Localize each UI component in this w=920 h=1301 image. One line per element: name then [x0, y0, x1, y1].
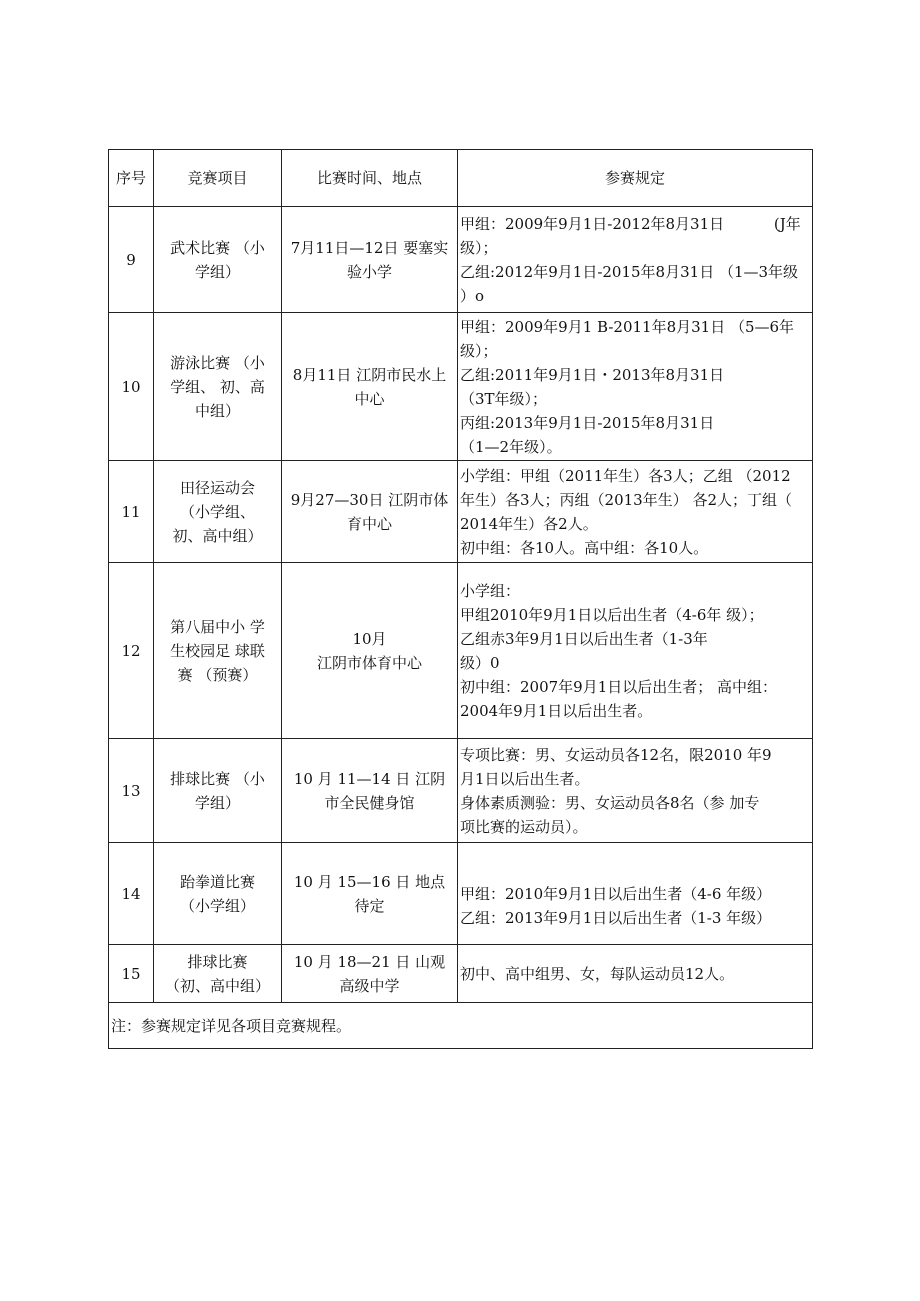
header-serial: 序号: [109, 150, 154, 207]
event-name: [154, 461, 282, 563]
participation-rules-line: ）o: [460, 286, 485, 305]
table-row: [109, 739, 813, 843]
time-place: [282, 739, 458, 843]
time-place: [282, 843, 458, 945]
event-name: [154, 563, 282, 739]
event-name: [154, 739, 282, 843]
time-place-line: 9月27—30日 江阴市体: [290, 490, 449, 509]
time-place-line: 10 月 18—21 日 山观: [293, 952, 446, 971]
participation-rules: [458, 313, 813, 461]
participation-rules-line: 身体素质测验：男、女运动员各8名（参 加专: [460, 793, 760, 812]
header-row: [109, 150, 813, 207]
participation-rules-line: （1—2年级）。: [460, 437, 562, 456]
participation-rules: [458, 207, 813, 313]
table-row: [109, 945, 813, 1003]
event-name-line: （初、高中组）: [164, 976, 270, 995]
serial-number: 10: [109, 313, 154, 461]
participation-rules-line: 初中组：2007年9月1日以后出生者； 高中组：: [460, 677, 778, 696]
participation-rules-line: 初中组：各10人。高中组：各10人。: [460, 538, 709, 557]
participation-rules-line: 丙组:2013年9月1日-2015年8月31日: [460, 413, 715, 432]
time-place-line: 待定: [354, 896, 385, 915]
participation-rules-line: 月1日以后出生者。: [460, 769, 590, 788]
time-place-line: 验小学: [346, 262, 392, 281]
participation-rules-line: 年生）各3人；丙组（2013年生） 各2人；丁组（: [460, 490, 793, 509]
time-place-line: 10 月 11—14 日 江阴: [293, 769, 446, 788]
participation-rules: [458, 563, 813, 739]
participation-rules-line: 级）；: [460, 238, 498, 257]
participation-rules: [458, 843, 813, 945]
table-row: [109, 207, 813, 313]
note-row: [109, 1003, 813, 1049]
participation-rules-line: 甲组：2009年9月1日-2012年8月31日 (J年: [460, 214, 801, 233]
event-name: [154, 843, 282, 945]
event-name-line: 田径运动会: [179, 478, 255, 497]
time-place: [282, 563, 458, 739]
serial-number: 15: [109, 945, 154, 1003]
participation-rules: [458, 461, 813, 563]
event-name-line: 学组）: [194, 793, 240, 812]
event-name-line: 学组、 初、高: [170, 377, 265, 396]
participation-rules-line: 项比赛的运动员）。: [460, 817, 588, 836]
time-place-line: 育中心: [346, 514, 392, 533]
note-text: 注：参赛规定详见各项目竞赛规程。: [109, 1003, 813, 1049]
time-place: [282, 313, 458, 461]
table-row: [109, 843, 813, 945]
participation-rules-line: 乙组：2013年9月1日以后出生者（1-3 年级）: [460, 908, 772, 927]
serial-number: 9: [109, 207, 154, 313]
time-place-line: 中心: [354, 389, 385, 408]
event-name: [154, 945, 282, 1003]
event-name: [154, 313, 282, 461]
event-name-line: 赛 （预赛）: [177, 665, 258, 684]
participation-rules: [458, 945, 813, 1003]
participation-rules-line: [460, 858, 810, 882]
table-row: [109, 461, 813, 563]
event-name-line: 武术比赛 （小: [170, 238, 265, 257]
event-name-line: 中组）: [194, 401, 240, 420]
time-place-line: 市全民健身馆: [324, 793, 415, 812]
participation-rules-line: 初中、高中组男、女，每队运动员12人。: [460, 964, 735, 983]
event-name-line: 跆拳道比赛: [179, 872, 255, 891]
time-place: [282, 945, 458, 1003]
serial-number: 14: [109, 843, 154, 945]
participation-rules-line: 级）；: [460, 341, 498, 360]
participation-rules-line: 级）0: [460, 653, 500, 672]
competition-schedule-table: [108, 149, 813, 1049]
event-name-line: 游泳比赛 （小: [170, 353, 265, 372]
time-place-line: 10 月 15—16 日 地点: [293, 872, 446, 891]
time-place-line: 8月11日 江阴市民水上: [292, 365, 447, 384]
header-time-place: 比赛时间、地点: [282, 150, 458, 207]
event-name-line: 初、高中组）: [172, 526, 263, 545]
participation-rules-line: 甲组：2010年9月1日以后出生者（4-6 年级）: [460, 884, 772, 903]
time-place-line: 高级中学: [339, 976, 400, 995]
event-name-line: 学组）: [194, 262, 240, 281]
participation-rules-line: 2014年生）各2人。: [460, 514, 598, 533]
event-name-line: 第八届中小 学: [170, 617, 265, 636]
participation-rules-line: 乙组赤3年9月1日以后出生者（1-3年: [460, 629, 708, 648]
time-place-line: 7月11日—12日 要塞实: [290, 238, 449, 257]
event-name-line: 排球比赛: [187, 952, 248, 971]
document-page: [108, 149, 812, 1049]
time-place-line: 江阴市体育中心: [316, 653, 422, 672]
serial-number: 13: [109, 739, 154, 843]
event-name-line: 生校园足 球联: [170, 641, 265, 660]
event-name-line: （小学组）: [179, 896, 255, 915]
table-row: [109, 313, 813, 461]
serial-number: 12: [109, 563, 154, 739]
participation-rules-line: （3T年级）；: [460, 389, 548, 408]
event-name: [154, 207, 282, 313]
header-rules: 参赛规定: [458, 150, 813, 207]
participation-rules-line: 小学组：: [460, 581, 521, 600]
participation-rules-line: 甲组：2009年9月1 B-2011年8月31日 （5—6年: [460, 317, 795, 336]
time-place: [282, 461, 458, 563]
participation-rules-line: 甲组2010年9月1日以后出生者（4-6年 级）；: [460, 605, 764, 624]
serial-number: 11: [109, 461, 154, 563]
participation-rules-line: 专项比赛：男、女运动员各12名，限2010 年9: [460, 745, 772, 764]
participation-rules-line: 小学组：甲组（2011年生）各3人；乙组 （2012: [460, 466, 791, 485]
header-event: 竞赛项目: [154, 150, 282, 207]
participation-rules-line: 2004年9月1日以后出生者。: [460, 701, 653, 720]
table-row: [109, 563, 813, 739]
participation-rules-line: 乙组:2012年9月1日-2015年8月31日 （1—3年级: [460, 262, 799, 281]
time-place-line: 10月: [352, 629, 387, 648]
participation-rules: [458, 739, 813, 843]
event-name-line: （小学组、: [179, 502, 255, 521]
time-place: [282, 207, 458, 313]
participation-rules-line: 乙组:2011年9月1日・2013年8月31日: [460, 365, 725, 384]
event-name-line: 排球比赛 （小: [170, 769, 265, 788]
